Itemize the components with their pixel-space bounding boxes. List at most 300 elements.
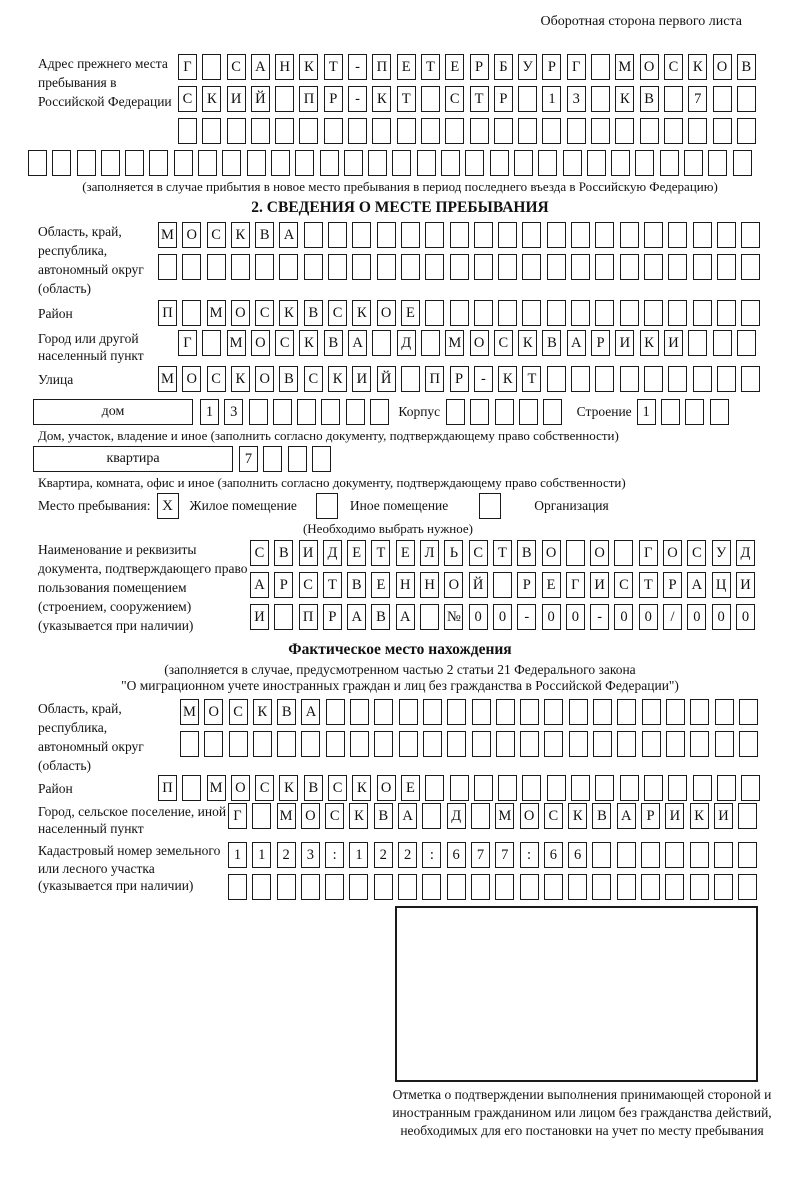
char-cell[interactable] [690,699,709,725]
char-cell[interactable] [450,254,469,280]
char-cell[interactable]: П [158,775,177,801]
char-cell[interactable] [450,300,469,326]
char-cell[interactable] [251,118,270,144]
char-cell[interactable] [737,118,756,144]
stay-checkbox-org[interactable] [479,493,501,519]
char-cell[interactable] [422,803,441,829]
char-cell[interactable]: У [712,540,731,566]
char-cell[interactable]: / [663,604,682,630]
char-cell[interactable]: Р [542,54,561,80]
char-cell[interactable]: П [299,604,318,630]
char-cell[interactable] [571,366,590,392]
char-cell[interactable] [547,300,566,326]
char-cell[interactable] [320,150,339,176]
char-cell[interactable]: - [348,54,367,80]
char-cell[interactable]: 6 [447,842,466,868]
char-cell[interactable]: С [275,330,294,356]
char-cell[interactable] [392,150,411,176]
char-cell[interactable]: И [714,803,733,829]
char-cell[interactable] [52,150,71,176]
char-cell[interactable]: В [274,540,293,566]
char-cell[interactable] [182,300,201,326]
char-cell[interactable]: - [348,86,367,112]
char-cell[interactable] [474,775,493,801]
char-cell[interactable] [271,150,290,176]
char-cell[interactable] [252,803,271,829]
char-cell[interactable] [247,150,266,176]
char-cell[interactable] [447,874,466,900]
char-cell[interactable] [328,254,347,280]
char-cell[interactable] [688,118,707,144]
char-cell[interactable] [666,731,685,757]
char-cell[interactable] [446,399,465,425]
char-cell[interactable] [617,699,636,725]
char-cell[interactable]: М [207,300,226,326]
char-cell[interactable] [498,300,517,326]
char-cell[interactable] [543,399,562,425]
char-cell[interactable] [542,118,561,144]
char-cell[interactable] [693,254,712,280]
char-cell[interactable] [544,699,563,725]
char-cell[interactable] [591,118,610,144]
char-cell[interactable] [374,731,393,757]
char-cell[interactable] [713,86,732,112]
char-cell[interactable] [741,300,760,326]
char-cell[interactable] [263,446,282,472]
char-cell[interactable] [668,254,687,280]
char-cell[interactable]: Р [324,86,343,112]
char-cell[interactable] [520,874,539,900]
char-cell[interactable] [693,366,712,392]
char-cell[interactable] [519,399,538,425]
char-cell[interactable] [425,254,444,280]
char-cell[interactable] [401,254,420,280]
char-cell[interactable] [668,222,687,248]
char-cell[interactable] [399,699,418,725]
char-cell[interactable]: О [182,222,201,248]
char-cell[interactable]: М [445,330,464,356]
char-cell[interactable]: Р [470,54,489,80]
char-cell[interactable]: С [687,540,706,566]
char-cell[interactable] [253,731,272,757]
char-cell[interactable]: С [494,330,513,356]
char-cell[interactable] [277,874,296,900]
char-cell[interactable]: В [255,222,274,248]
char-cell[interactable] [277,731,296,757]
char-cell[interactable] [685,399,704,425]
char-cell[interactable]: М [615,54,634,80]
char-cell[interactable] [620,300,639,326]
char-cell[interactable] [348,118,367,144]
char-cell[interactable]: Р [663,572,682,598]
char-cell[interactable]: М [180,699,199,725]
char-cell[interactable] [544,731,563,757]
char-cell[interactable] [377,254,396,280]
char-cell[interactable]: 1 [252,842,271,868]
char-cell[interactable]: К [690,803,709,829]
char-cell[interactable]: Ь [444,540,463,566]
char-cell[interactable] [739,699,758,725]
char-cell[interactable]: 3 [224,399,243,425]
char-cell[interactable] [595,366,614,392]
char-cell[interactable]: : [520,842,539,868]
char-cell[interactable]: Е [401,775,420,801]
char-cell[interactable] [571,300,590,326]
char-cell[interactable]: К [688,54,707,80]
char-cell[interactable]: О [377,300,396,326]
char-cell[interactable] [101,150,120,176]
char-cell[interactable] [398,874,417,900]
char-cell[interactable] [420,604,439,630]
char-cell[interactable] [174,150,193,176]
char-cell[interactable] [445,118,464,144]
char-cell[interactable] [304,254,323,280]
char-cell[interactable]: В [371,604,390,630]
char-cell[interactable] [149,150,168,176]
char-cell[interactable]: С [325,803,344,829]
char-cell[interactable]: Г [178,330,197,356]
char-cell[interactable] [563,150,582,176]
char-cell[interactable]: О [444,572,463,598]
char-cell[interactable]: А [348,330,367,356]
char-cell[interactable]: О [251,330,270,356]
char-cell[interactable]: А [617,803,636,829]
char-cell[interactable] [690,874,709,900]
char-cell[interactable]: Т [470,86,489,112]
char-cell[interactable] [425,300,444,326]
char-cell[interactable] [520,699,539,725]
char-cell[interactable] [684,150,703,176]
char-cell[interactable] [204,731,223,757]
char-cell[interactable] [665,874,684,900]
char-cell[interactable] [474,300,493,326]
char-cell[interactable] [741,366,760,392]
char-cell[interactable]: К [568,803,587,829]
char-cell[interactable]: О [231,775,250,801]
char-cell[interactable]: Ц [712,572,731,598]
char-cell[interactable]: К [253,699,272,725]
char-cell[interactable]: К [615,86,634,112]
char-cell[interactable]: 1 [349,842,368,868]
char-cell[interactable]: С [614,572,633,598]
char-cell[interactable] [571,254,590,280]
char-cell[interactable]: В [304,775,323,801]
char-cell[interactable] [202,330,221,356]
char-cell[interactable] [717,775,736,801]
char-cell[interactable]: О [520,803,539,829]
char-cell[interactable]: В [277,699,296,725]
char-cell[interactable] [741,775,760,801]
char-cell[interactable] [620,775,639,801]
char-cell[interactable]: У [518,54,537,80]
char-cell[interactable] [518,118,537,144]
char-cell[interactable] [668,775,687,801]
char-cell[interactable]: Р [641,803,660,829]
char-cell[interactable] [595,300,614,326]
char-cell[interactable]: Е [542,572,561,598]
char-cell[interactable] [547,222,566,248]
char-cell[interactable]: Д [447,803,466,829]
char-cell[interactable]: Е [371,572,390,598]
char-cell[interactable]: О [470,330,489,356]
char-cell[interactable] [350,731,369,757]
char-cell[interactable]: 1 [542,86,561,112]
char-cell[interactable]: М [207,775,226,801]
char-cell[interactable]: С [299,572,318,598]
char-cell[interactable]: В [517,540,536,566]
char-cell[interactable] [158,254,177,280]
char-cell[interactable]: О [231,300,250,326]
char-cell[interactable]: К [352,775,371,801]
char-cell[interactable] [567,118,586,144]
char-cell[interactable]: И [299,540,318,566]
char-cell[interactable] [498,775,517,801]
char-cell[interactable] [202,54,221,80]
char-cell[interactable] [595,254,614,280]
char-cell[interactable] [425,222,444,248]
char-cell[interactable] [447,731,466,757]
char-cell[interactable] [641,842,660,868]
char-cell[interactable] [690,731,709,757]
char-cell[interactable] [490,150,509,176]
char-cell[interactable]: В [542,330,561,356]
char-cell[interactable] [498,222,517,248]
char-cell[interactable]: И [227,86,246,112]
char-cell[interactable] [274,604,293,630]
char-cell[interactable]: 3 [567,86,586,112]
char-cell[interactable] [421,86,440,112]
char-cell[interactable]: А [347,604,366,630]
char-cell[interactable] [642,731,661,757]
char-cell[interactable]: О [255,366,274,392]
char-cell[interactable]: С [328,300,347,326]
char-cell[interactable] [324,118,343,144]
char-cell[interactable] [741,254,760,280]
char-cell[interactable] [544,874,563,900]
char-cell[interactable]: С [445,86,464,112]
char-cell[interactable]: Т [421,54,440,80]
char-cell[interactable]: Е [401,300,420,326]
char-cell[interactable]: М [158,222,177,248]
char-cell[interactable]: 3 [301,842,320,868]
char-cell[interactable] [693,300,712,326]
char-cell[interactable] [688,330,707,356]
char-cell[interactable] [474,222,493,248]
char-cell[interactable]: В [304,300,323,326]
char-cell[interactable]: О [713,54,732,80]
char-cell[interactable]: О [542,540,561,566]
char-cell[interactable]: М [158,366,177,392]
char-cell[interactable] [471,874,490,900]
char-cell[interactable] [275,86,294,112]
char-cell[interactable] [738,874,757,900]
char-cell[interactable] [620,366,639,392]
char-cell[interactable] [279,254,298,280]
char-cell[interactable]: Р [591,330,610,356]
char-cell[interactable]: Р [517,572,536,598]
char-cell[interactable]: К [299,54,318,80]
char-cell[interactable] [569,731,588,757]
char-cell[interactable] [571,222,590,248]
char-cell[interactable]: И [590,572,609,598]
char-cell[interactable] [733,150,752,176]
char-cell[interactable]: С [229,699,248,725]
char-cell[interactable]: А [567,330,586,356]
char-cell[interactable] [666,699,685,725]
char-cell[interactable] [595,775,614,801]
char-cell[interactable] [738,842,757,868]
char-cell[interactable]: И [615,330,634,356]
char-cell[interactable]: К [279,300,298,326]
char-cell[interactable]: С [469,540,488,566]
char-cell[interactable] [252,874,271,900]
char-cell[interactable] [470,118,489,144]
char-cell[interactable] [299,118,318,144]
char-cell[interactable]: Г [567,54,586,80]
char-cell[interactable]: С [227,54,246,80]
char-cell[interactable]: О [377,775,396,801]
char-cell[interactable]: Л [420,540,439,566]
char-cell[interactable] [737,86,756,112]
char-cell[interactable] [349,874,368,900]
char-cell[interactable] [498,254,517,280]
char-cell[interactable] [644,366,663,392]
char-cell[interactable]: К [231,366,250,392]
char-cell[interactable]: 1 [228,842,247,868]
char-cell[interactable] [496,731,515,757]
char-cell[interactable]: С [255,300,274,326]
char-cell[interactable] [344,150,363,176]
char-cell[interactable] [587,150,606,176]
char-cell[interactable]: Н [420,572,439,598]
char-cell[interactable] [708,150,727,176]
char-cell[interactable] [182,775,201,801]
char-cell[interactable]: 1 [637,399,656,425]
char-cell[interactable] [422,874,441,900]
char-cell[interactable] [717,366,736,392]
char-cell[interactable] [520,731,539,757]
char-cell[interactable]: Е [396,540,415,566]
char-cell[interactable]: Е [347,540,366,566]
char-cell[interactable] [297,399,316,425]
char-cell[interactable] [401,366,420,392]
char-cell[interactable] [715,699,734,725]
char-cell[interactable] [592,874,611,900]
char-cell[interactable] [620,222,639,248]
char-cell[interactable] [514,150,533,176]
char-cell[interactable] [644,222,663,248]
char-cell[interactable]: И [250,604,269,630]
char-cell[interactable] [660,150,679,176]
char-cell[interactable] [738,803,757,829]
char-cell[interactable]: К [518,330,537,356]
char-cell[interactable] [77,150,96,176]
char-cell[interactable] [715,731,734,757]
char-cell[interactable]: Р [274,572,293,598]
char-cell[interactable] [615,118,634,144]
char-cell[interactable]: - [590,604,609,630]
char-cell[interactable]: Й [251,86,270,112]
char-cell[interactable]: Е [397,54,416,80]
char-cell[interactable] [518,86,537,112]
char-cell[interactable]: И [352,366,371,392]
char-cell[interactable]: О [590,540,609,566]
char-cell[interactable]: Г [228,803,247,829]
char-cell[interactable] [352,254,371,280]
char-cell[interactable] [301,874,320,900]
char-cell[interactable]: Й [469,572,488,598]
char-cell[interactable] [710,399,729,425]
char-cell[interactable] [222,150,241,176]
char-cell[interactable] [326,699,345,725]
char-cell[interactable]: К [231,222,250,248]
char-cell[interactable] [368,150,387,176]
char-cell[interactable] [665,842,684,868]
char-cell[interactable]: О [301,803,320,829]
char-cell[interactable] [301,731,320,757]
char-cell[interactable] [617,731,636,757]
char-cell[interactable]: Р [323,604,342,630]
char-cell[interactable] [421,118,440,144]
char-cell[interactable]: Г [178,54,197,80]
char-cell[interactable]: Т [493,540,512,566]
char-cell[interactable] [249,399,268,425]
char-cell[interactable]: 2 [374,842,393,868]
char-cell[interactable] [737,330,756,356]
char-cell[interactable]: К [299,330,318,356]
char-cell[interactable] [739,731,758,757]
char-cell[interactable]: С [304,366,323,392]
char-cell[interactable]: В [640,86,659,112]
char-cell[interactable]: № [444,604,463,630]
char-cell[interactable]: - [474,366,493,392]
char-cell[interactable]: 1 [200,399,219,425]
char-cell[interactable]: С [207,366,226,392]
char-cell[interactable] [611,150,630,176]
char-cell[interactable]: Т [324,54,343,80]
char-cell[interactable]: С [328,775,347,801]
char-cell[interactable]: 7 [471,842,490,868]
char-cell[interactable]: Т [639,572,658,598]
char-cell[interactable]: О [204,699,223,725]
char-cell[interactable]: С [544,803,563,829]
char-cell[interactable] [295,150,314,176]
char-cell[interactable] [202,118,221,144]
char-cell[interactable] [494,118,513,144]
char-cell[interactable] [569,699,588,725]
char-cell[interactable] [664,86,683,112]
char-cell[interactable]: К [352,300,371,326]
char-cell[interactable]: 0 [712,604,731,630]
stay-checkbox-inoe[interactable] [316,493,338,519]
char-cell[interactable]: К [202,86,221,112]
char-cell[interactable] [352,222,371,248]
char-cell[interactable] [644,254,663,280]
char-cell[interactable]: 7 [688,86,707,112]
char-cell[interactable] [661,399,680,425]
char-cell[interactable]: П [372,54,391,80]
char-cell[interactable] [717,222,736,248]
char-cell[interactable]: В [374,803,393,829]
char-cell[interactable] [397,118,416,144]
char-cell[interactable]: В [279,366,298,392]
char-cell[interactable] [228,874,247,900]
char-cell[interactable]: Г [639,540,658,566]
char-cell[interactable] [328,222,347,248]
char-cell[interactable] [717,254,736,280]
char-cell[interactable] [714,874,733,900]
char-cell[interactable] [496,699,515,725]
